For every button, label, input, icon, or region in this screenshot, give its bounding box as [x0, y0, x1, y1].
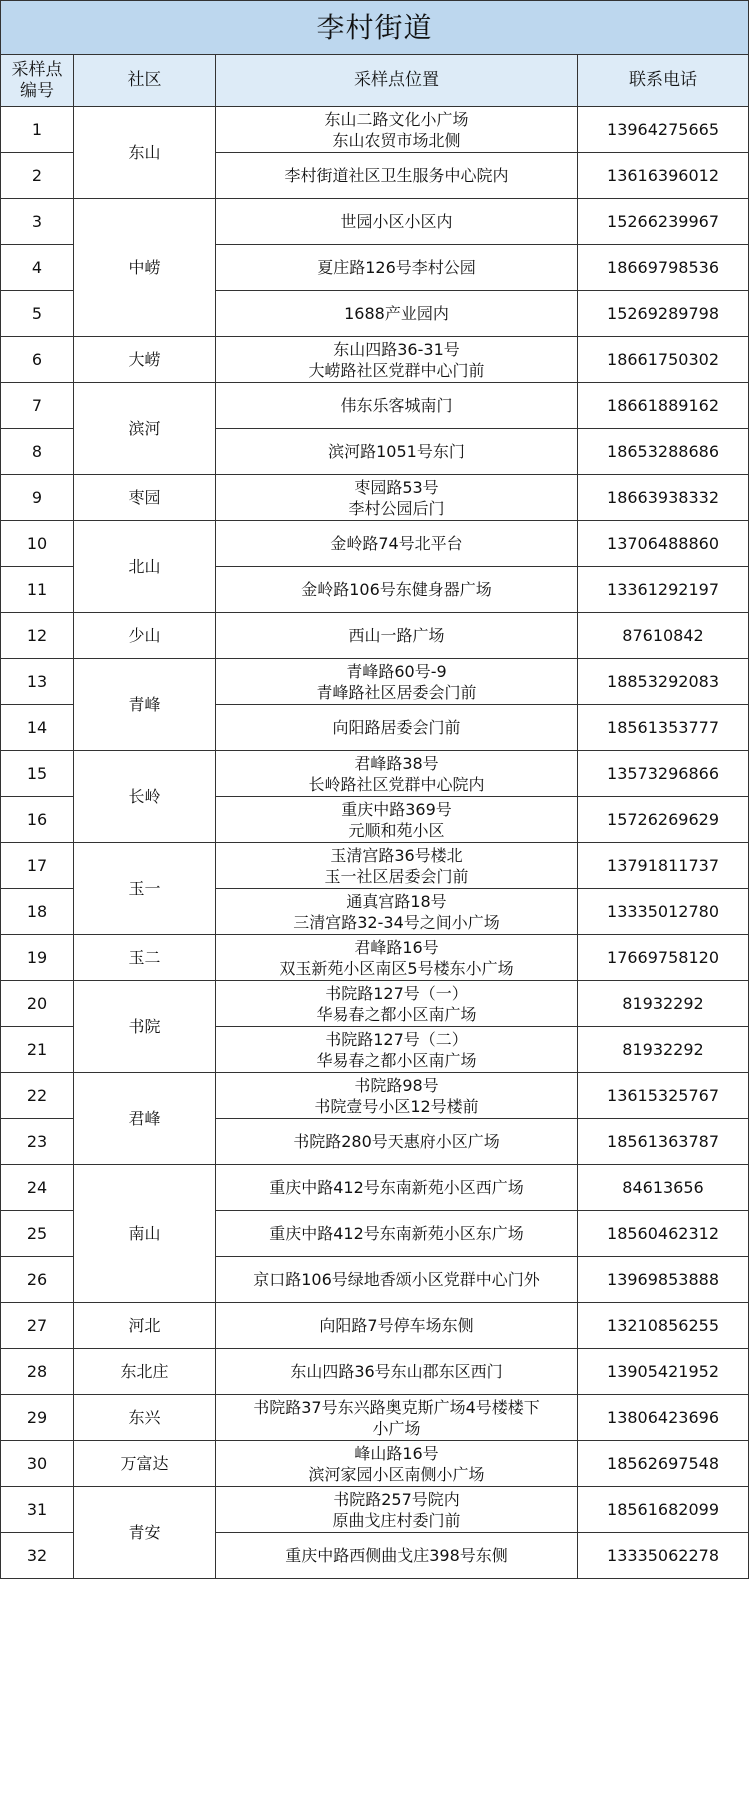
location-cell: 青峰路60号-9 青峰路社区居委会门前 [216, 659, 578, 705]
phone-cell: 13361292197 [578, 567, 749, 613]
community-cell: 大崂 [74, 337, 216, 383]
location-cell: 君峰路38号 长岭路社区党群中心院内 [216, 751, 578, 797]
row-number: 32 [1, 1533, 74, 1579]
row-number: 20 [1, 981, 74, 1027]
row-number: 28 [1, 1349, 74, 1395]
table-row [1, 843, 749, 889]
phone-cell: 13969853888 [578, 1257, 749, 1303]
row-number: 21 [1, 1027, 74, 1073]
header-location: 采样点位置 [216, 55, 578, 107]
location-cell: 金岭路106号东健身器广场 [216, 567, 578, 613]
phone-cell: 13706488860 [578, 521, 749, 567]
row-number: 4 [1, 245, 74, 291]
table-row [1, 1487, 749, 1533]
community-cell: 滨河 [74, 383, 216, 475]
row-number: 3 [1, 199, 74, 245]
row-number: 12 [1, 613, 74, 659]
phone-cell: 15726269629 [578, 797, 749, 843]
table-row [1, 981, 749, 1027]
table-row [1, 337, 749, 383]
location-cell: 伟东乐客城南门 [216, 383, 578, 429]
row-number: 13 [1, 659, 74, 705]
phone-cell: 18562697548 [578, 1441, 749, 1487]
location-cell: 峰山路16号 滨河家园小区南侧小广场 [216, 1441, 578, 1487]
table-row [1, 107, 749, 153]
location-cell: 玉清宫路36号楼北 玉一社区居委会门前 [216, 843, 578, 889]
row-number: 8 [1, 429, 74, 475]
location-cell: 书院路37号东兴路奥克斯广场4号楼楼下 小广场 [216, 1395, 578, 1441]
location-cell: 通真宫路18号 三清宫路32-34号之间小广场 [216, 889, 578, 935]
location-cell: 1688产业园内 [216, 291, 578, 337]
location-cell: 东山四路36-31号 大崂路社区党群中心门前 [216, 337, 578, 383]
table-row [1, 1441, 749, 1487]
phone-cell: 87610842 [578, 613, 749, 659]
table-row [1, 1349, 749, 1395]
phone-cell: 13905421952 [578, 1349, 749, 1395]
row-number: 30 [1, 1441, 74, 1487]
community-cell: 东山 [74, 107, 216, 199]
location-cell: 夏庄路126号李村公园 [216, 245, 578, 291]
community-cell: 万富达 [74, 1441, 216, 1487]
phone-cell: 18561682099 [578, 1487, 749, 1533]
location-cell: 枣园路53号 李村公园后门 [216, 475, 578, 521]
community-cell: 青峰 [74, 659, 216, 751]
phone-cell: 15269289798 [578, 291, 749, 337]
row-number: 5 [1, 291, 74, 337]
community-cell: 青安 [74, 1487, 216, 1579]
phone-cell: 81932292 [578, 1027, 749, 1073]
table-row [1, 1073, 749, 1119]
table-row [1, 1303, 749, 1349]
phone-cell: 18661889162 [578, 383, 749, 429]
row-number: 18 [1, 889, 74, 935]
phone-cell: 18653288686 [578, 429, 749, 475]
phone-cell: 15266239967 [578, 199, 749, 245]
phone-cell: 18561353777 [578, 705, 749, 751]
community-cell: 少山 [74, 613, 216, 659]
phone-cell: 13335062278 [578, 1533, 749, 1579]
table-row [1, 521, 749, 567]
header-community: 社区 [74, 55, 216, 107]
location-cell: 书院路257号院内 原曲戈庄村委门前 [216, 1487, 578, 1533]
community-cell: 玉一 [74, 843, 216, 935]
row-number: 29 [1, 1395, 74, 1441]
location-cell: 书院路98号 书院壹号小区12号楼前 [216, 1073, 578, 1119]
phone-cell: 13616396012 [578, 153, 749, 199]
table-row [1, 199, 749, 245]
table-row [1, 383, 749, 429]
location-cell: 京口路106号绿地香颂小区党群中心门外 [216, 1257, 578, 1303]
table-row [1, 1395, 749, 1441]
row-number: 14 [1, 705, 74, 751]
row-number: 17 [1, 843, 74, 889]
location-cell: 向阳路居委会门前 [216, 705, 578, 751]
community-cell: 南山 [74, 1165, 216, 1303]
community-cell: 中崂 [74, 199, 216, 337]
row-number: 1 [1, 107, 74, 153]
phone-cell: 13791811737 [578, 843, 749, 889]
row-number: 2 [1, 153, 74, 199]
location-cell: 向阳路7号停车场东侧 [216, 1303, 578, 1349]
phone-cell: 18669798536 [578, 245, 749, 291]
row-number: 15 [1, 751, 74, 797]
phone-cell: 17669758120 [578, 935, 749, 981]
row-number: 6 [1, 337, 74, 383]
phone-cell: 13573296866 [578, 751, 749, 797]
location-cell: 重庆中路369号 元顺和苑小区 [216, 797, 578, 843]
row-number: 7 [1, 383, 74, 429]
phone-cell: 13210856255 [578, 1303, 749, 1349]
location-cell: 重庆中路西侧曲戈庄398号东侧 [216, 1533, 578, 1579]
header-phone: 联系电话 [578, 55, 749, 107]
table-row [1, 1165, 749, 1211]
location-cell: 滨河路1051号东门 [216, 429, 578, 475]
row-number: 27 [1, 1303, 74, 1349]
community-cell: 北山 [74, 521, 216, 613]
phone-cell: 18560462312 [578, 1211, 749, 1257]
row-number: 26 [1, 1257, 74, 1303]
location-cell: 金岭路74号北平台 [216, 521, 578, 567]
table-body [1, 107, 749, 1579]
phone-cell: 18661750302 [578, 337, 749, 383]
row-number: 10 [1, 521, 74, 567]
table-row [1, 613, 749, 659]
location-cell: 书院路127号（一） 华易春之都小区南广场 [216, 981, 578, 1027]
phone-cell: 81932292 [578, 981, 749, 1027]
location-cell: 西山一路广场 [216, 613, 578, 659]
community-cell: 东北庄 [74, 1349, 216, 1395]
phone-cell: 13615325767 [578, 1073, 749, 1119]
header-no: 采样点 编号 [1, 55, 74, 107]
table-row [1, 935, 749, 981]
location-cell: 书院路280号天惠府小区广场 [216, 1119, 578, 1165]
phone-cell: 13806423696 [578, 1395, 749, 1441]
row-number: 11 [1, 567, 74, 613]
location-cell: 重庆中路412号东南新苑小区西广场 [216, 1165, 578, 1211]
location-cell: 重庆中路412号东南新苑小区东广场 [216, 1211, 578, 1257]
community-cell: 东兴 [74, 1395, 216, 1441]
row-number: 31 [1, 1487, 74, 1533]
row-number: 16 [1, 797, 74, 843]
location-cell: 李村街道社区卫生服务中心院内 [216, 153, 578, 199]
community-cell: 河北 [74, 1303, 216, 1349]
row-number: 25 [1, 1211, 74, 1257]
phone-cell: 18853292083 [578, 659, 749, 705]
page-title: 李村街道 [1, 1, 749, 55]
community-cell: 长岭 [74, 751, 216, 843]
table-row [1, 475, 749, 521]
location-cell: 东山二路文化小广场 东山农贸市场北侧 [216, 107, 578, 153]
table-row [1, 751, 749, 797]
community-cell: 玉二 [74, 935, 216, 981]
row-number: 19 [1, 935, 74, 981]
phone-cell: 84613656 [578, 1165, 749, 1211]
location-cell: 世园小区小区内 [216, 199, 578, 245]
phone-cell: 13335012780 [578, 889, 749, 935]
community-cell: 枣园 [74, 475, 216, 521]
row-number: 23 [1, 1119, 74, 1165]
location-cell: 书院路127号（二） 华易春之都小区南广场 [216, 1027, 578, 1073]
row-number: 9 [1, 475, 74, 521]
phone-cell: 18663938332 [578, 475, 749, 521]
phone-cell: 18561363787 [578, 1119, 749, 1165]
row-number: 24 [1, 1165, 74, 1211]
table-row [1, 659, 749, 705]
community-cell: 书院 [74, 981, 216, 1073]
row-number: 22 [1, 1073, 74, 1119]
location-cell: 东山四路36号东山郡东区西门 [216, 1349, 578, 1395]
location-cell: 君峰路16号 双玉新苑小区南区5号楼东小广场 [216, 935, 578, 981]
community-cell: 君峰 [74, 1073, 216, 1165]
phone-cell: 13964275665 [578, 107, 749, 153]
